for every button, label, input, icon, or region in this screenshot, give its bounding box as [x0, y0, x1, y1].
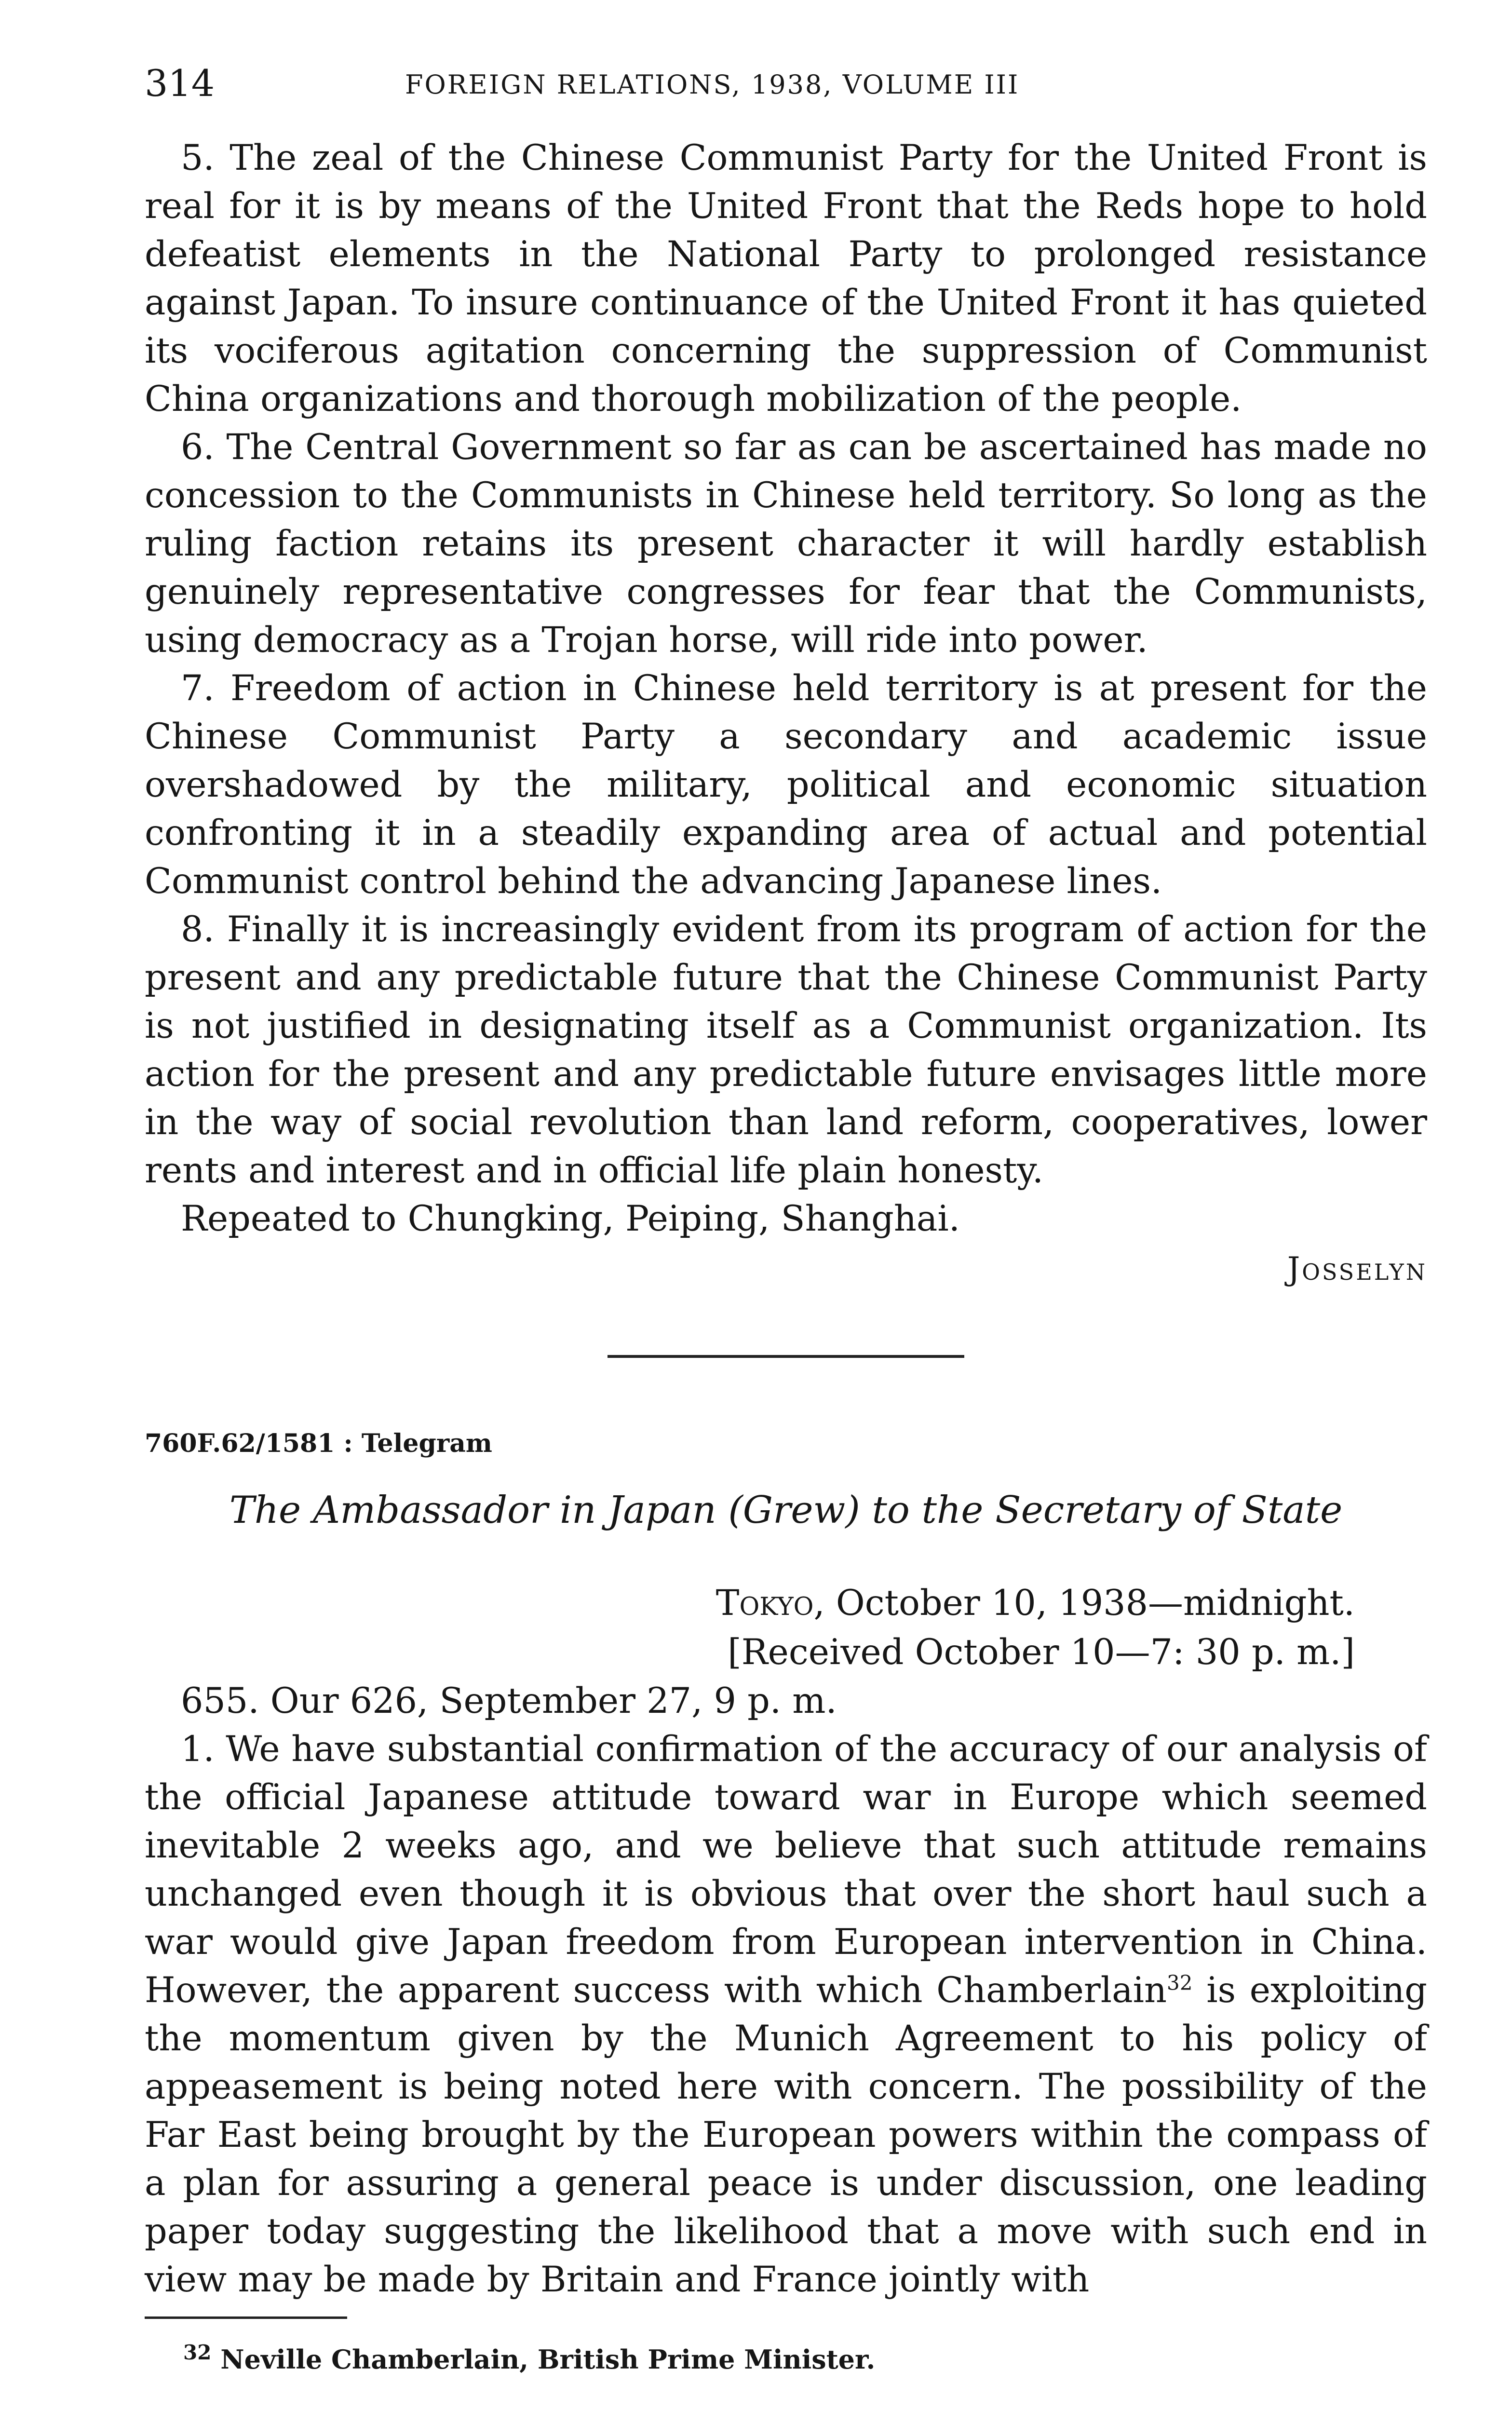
- footnote-rule: [145, 2316, 347, 2319]
- paragraph-1-text-cont: is exploiting the momentum given by the Munich Agreement to his policy of appeasement is being noted here with concern. The possibility of the Far East being brought by the European powers within the compass of a plan for assuring a general peace is under discussion, one leading paper today suggesting the likelihood that a move with such end in view may be made by Britain and France jointly with: [145, 1970, 1427, 2300]
- repeated-to-line: Repeated to Chungking, Peiping, Shanghai.: [181, 1198, 960, 1239]
- paragraph-1-text: 1. We have substantial confirmation of the accuracy of our analysis of the official Japanese attitude toward war in Europe which seemed inevitable 2 weeks ago, and we believe that such attitude remains unchanged even though it is obvious that over the short haul such a war would give Japan freedom from European intervention in China. However, the apparent success with which Chamberlain: [145, 1729, 1427, 2011]
- footnote-marker: 32: [1166, 1971, 1193, 1995]
- document-separator: [608, 1355, 964, 1358]
- page-number: 314: [145, 62, 215, 105]
- page-header: [145, 62, 1427, 120]
- received-line: [Received October 10—7: 30 p. m.]: [728, 1632, 1355, 1673]
- running-head: FOREIGN RELATIONS, 1938, VOLUME III: [405, 69, 1020, 100]
- document-title: The Ambassador in Japan (Grew) to the Secretary of State: [229, 1489, 1343, 1532]
- paragraph-6: 6. The Central Government so far as can be ascertained has made no concession to the Communists in Chinese held territory. So long as the ruling faction retains its present character it will hardly establish genuinely representative congresses for fear that the Communists, using democracy as a Trojan horse, will ride into power.: [145, 427, 1427, 661]
- paragraph-8: 8. Finally it is increasingly evident from its program of action for the present and any predictable future that the Chinese Communist Party is not justified in designating itself as a Communist organization. Its action for the present and any predictable future envisages little more in the way of social revolution than land reform, cooperatives, lower rents and interest and in official life plain honesty.: [145, 909, 1427, 1191]
- footnote-number: 32: [183, 2341, 212, 2364]
- footnote: [145, 2335, 1427, 2384]
- paragraph-5: 5. The zeal of the Chinese Communist Party for the United Front is real for it is by means of the United Front that the Reds hope to hold defeatist elements in the National Party to prolonged resistance against Japan. To insure continuance of the United Front it has quieted its vociferous agitation concerning the suppression of Communist China organizations and thorough mobilization of the people.: [145, 137, 1427, 420]
- signature-josselyn: Josselyn: [1287, 1250, 1427, 1287]
- file-reference: 760F.62/1581 : Telegram: [145, 1429, 492, 1458]
- telegram-reference: 655. Our 626, September 27, 9 p. m.: [181, 1680, 837, 1721]
- body-text: [145, 134, 1427, 2384]
- telegram-paragraph-1: [145, 1725, 1427, 2304]
- dateline-date-text: October 10, 1938—midnight.: [836, 1583, 1355, 1624]
- paragraph-7: 7. Freedom of action in Chinese held territory is at present for the Chinese Communist Party a secondary and academic issue overshadowed by the military, political and economic situation confronting it in a steadily expanding area of actual and potential Communist control behind the advancing Japanese lines.: [145, 668, 1427, 902]
- footnote-text: Neville Chamberlain, British Prime Minister.: [211, 2344, 876, 2375]
- dateline-place: Tokyo,: [716, 1583, 825, 1624]
- dateline: [145, 1579, 1427, 1677]
- dateline-date: [145, 1579, 1355, 1628]
